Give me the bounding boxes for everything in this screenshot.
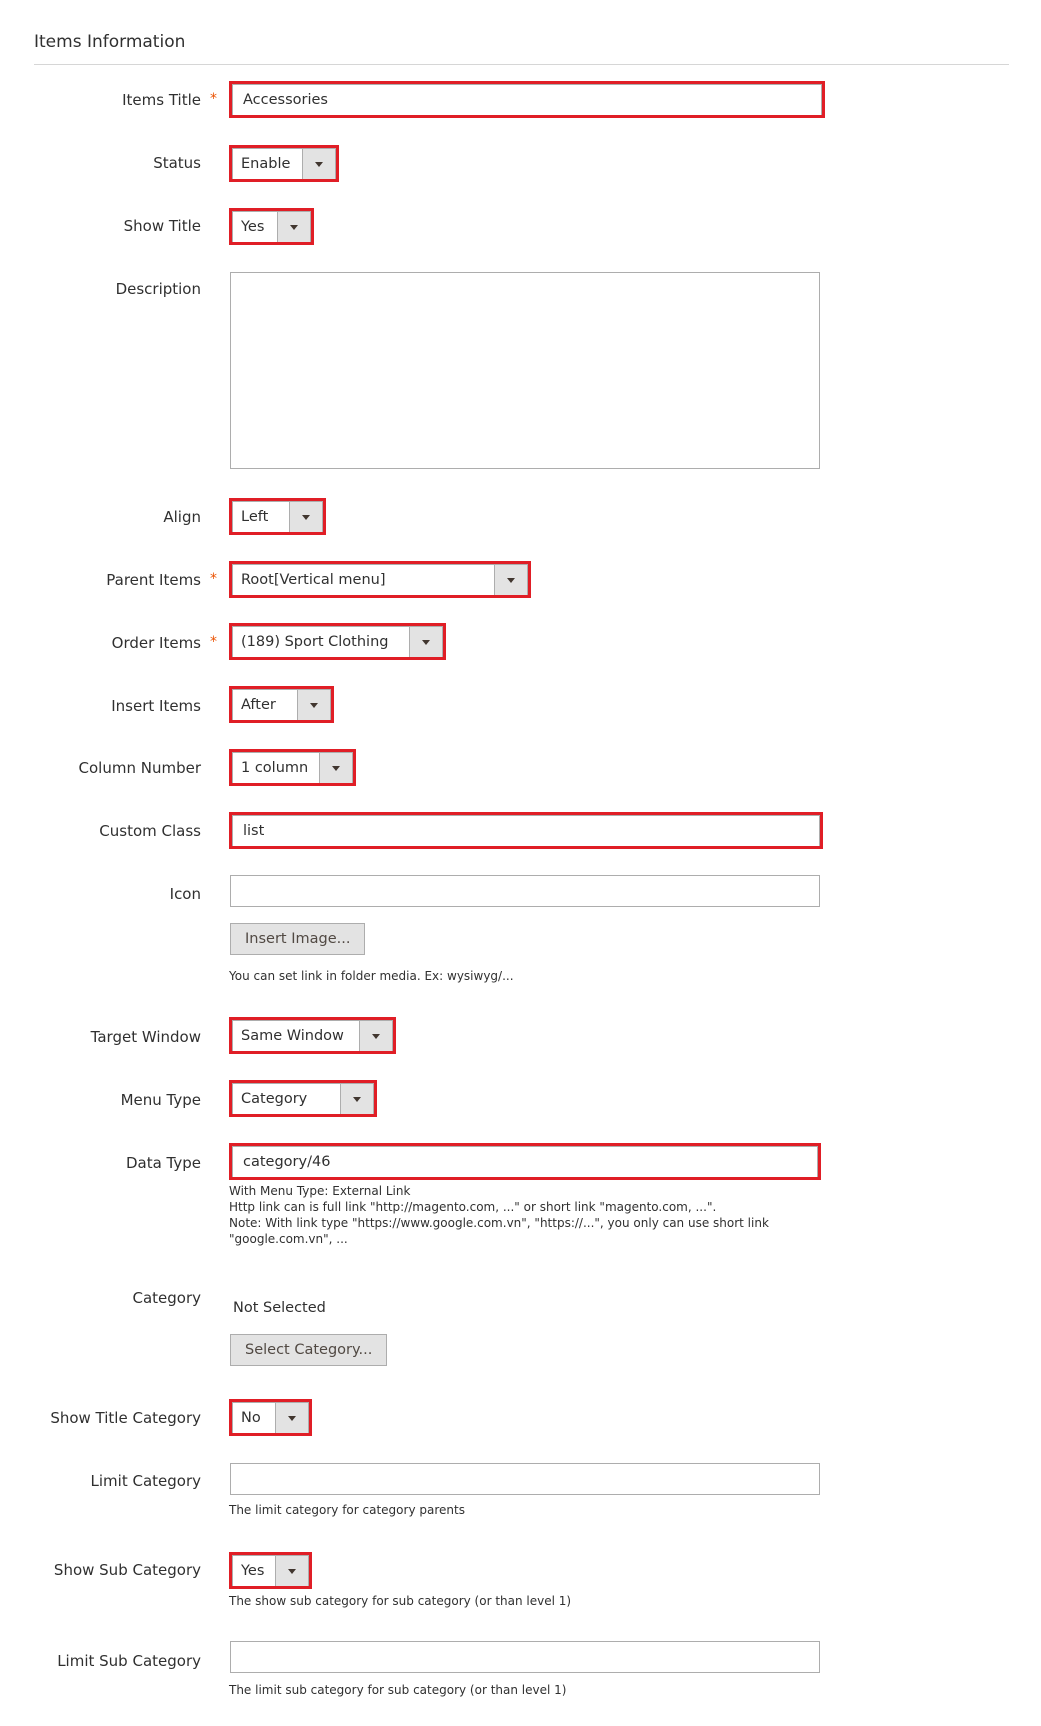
target-window-label: Target Window bbox=[90, 1028, 201, 1046]
items-title-input[interactable]: Accessories bbox=[232, 84, 822, 116]
show-sub-category-label: Show Sub Category bbox=[53, 1561, 201, 1579]
column-number-label: Column Number bbox=[78, 759, 201, 777]
limit-sub-category-input[interactable] bbox=[230, 1641, 820, 1673]
menu-type-label: Menu Type bbox=[120, 1091, 201, 1109]
menu-type-value: Category bbox=[241, 1091, 308, 1107]
chevron-down-icon[interactable] bbox=[409, 627, 442, 657]
limit-category-label: Limit Category bbox=[90, 1472, 201, 1490]
description-textarea[interactable] bbox=[230, 272, 820, 469]
show-title-category-label: Show Title Category bbox=[50, 1409, 201, 1427]
chevron-down-icon[interactable] bbox=[297, 690, 330, 720]
insert-image-button[interactable]: Insert Image... bbox=[230, 923, 365, 955]
chevron-down-icon[interactable] bbox=[302, 149, 335, 179]
target-window-value: Same Window bbox=[241, 1028, 344, 1044]
show-title-select[interactable] bbox=[232, 211, 311, 243]
parent-items-label: Parent Items bbox=[106, 571, 201, 589]
column-number-select[interactable] bbox=[232, 752, 353, 784]
custom-class-label: Custom Class bbox=[99, 822, 201, 840]
insert-items-label: Insert Items bbox=[111, 697, 201, 715]
order-items-label: Order Items bbox=[111, 634, 201, 652]
order-items-select[interactable] bbox=[232, 626, 443, 658]
chevron-down-icon[interactable] bbox=[275, 1556, 308, 1586]
order-items-value: (189) Sport Clothing bbox=[241, 634, 389, 650]
show-title-value: Yes bbox=[241, 219, 265, 235]
icon-input[interactable] bbox=[230, 875, 820, 907]
note-line: Http link can is full link "http://magento.com, ..." or short link "magento.com, ...". bbox=[229, 1200, 717, 1214]
required-marker: * bbox=[210, 91, 217, 107]
limit-category-input[interactable] bbox=[230, 1463, 820, 1495]
category-label: Category bbox=[132, 1289, 201, 1307]
limit-sub-category-note: The limit sub category for sub category (or than level 1) bbox=[229, 1683, 567, 1697]
required-marker: * bbox=[210, 571, 217, 587]
parent-items-value: Root[Vertical menu] bbox=[241, 572, 386, 588]
status-label: Status bbox=[153, 154, 201, 172]
section-title: Items Information bbox=[34, 32, 186, 52]
select-category-button[interactable]: Select Category... bbox=[230, 1334, 387, 1366]
custom-class-input[interactable]: list bbox=[232, 815, 820, 847]
note-line: Note: With link type "https://www.google.com.vn", "https://...", you only can use short link bbox=[229, 1216, 769, 1230]
show-title-label: Show Title bbox=[123, 217, 201, 235]
icon-label: Icon bbox=[169, 885, 201, 903]
chevron-down-icon[interactable] bbox=[275, 1403, 308, 1433]
chevron-down-icon[interactable] bbox=[494, 565, 527, 595]
align-value: Left bbox=[241, 509, 269, 525]
status-value: Enable bbox=[241, 156, 291, 172]
category-value: Not Selected bbox=[233, 1300, 326, 1316]
parent-items-select[interactable] bbox=[232, 564, 528, 596]
insert-items-value: After bbox=[241, 697, 276, 713]
align-select[interactable] bbox=[232, 501, 323, 533]
items-title-label: Items Title bbox=[122, 91, 201, 109]
icon-note: You can set link in folder media. Ex: wysiwyg/... bbox=[229, 969, 514, 983]
chevron-down-icon[interactable] bbox=[319, 753, 352, 783]
target-window-select[interactable] bbox=[232, 1020, 393, 1052]
insert-items-select[interactable] bbox=[232, 689, 331, 721]
menu-type-select[interactable] bbox=[232, 1083, 374, 1115]
chevron-down-icon[interactable] bbox=[277, 212, 310, 242]
data-type-input[interactable]: category/46 bbox=[232, 1146, 818, 1178]
section-divider bbox=[34, 64, 1009, 65]
show-sub-category-note: The show sub category for sub category (or than level 1) bbox=[229, 1594, 572, 1608]
description-label: Description bbox=[115, 280, 201, 298]
show-sub-category-value: Yes bbox=[241, 1563, 265, 1579]
show-title-category-select[interactable] bbox=[232, 1402, 309, 1434]
chevron-down-icon[interactable] bbox=[289, 502, 322, 532]
show-title-category-value: No bbox=[241, 1410, 261, 1426]
required-marker: * bbox=[210, 634, 217, 650]
chevron-down-icon[interactable] bbox=[359, 1021, 392, 1051]
chevron-down-icon[interactable] bbox=[340, 1084, 373, 1114]
status-select[interactable] bbox=[232, 148, 336, 180]
note-line: "google.com.vn", ... bbox=[229, 1232, 348, 1246]
data-type-note bbox=[229, 1183, 769, 1247]
limit-category-note: The limit category for category parents bbox=[229, 1503, 465, 1517]
align-label: Align bbox=[163, 508, 201, 526]
column-number-value: 1 column bbox=[241, 760, 309, 776]
data-type-label: Data Type bbox=[125, 1154, 201, 1172]
limit-sub-category-label: Limit Sub Category bbox=[57, 1652, 201, 1670]
show-sub-category-select[interactable] bbox=[232, 1555, 309, 1587]
note-line: With Menu Type: External Link bbox=[229, 1184, 411, 1198]
